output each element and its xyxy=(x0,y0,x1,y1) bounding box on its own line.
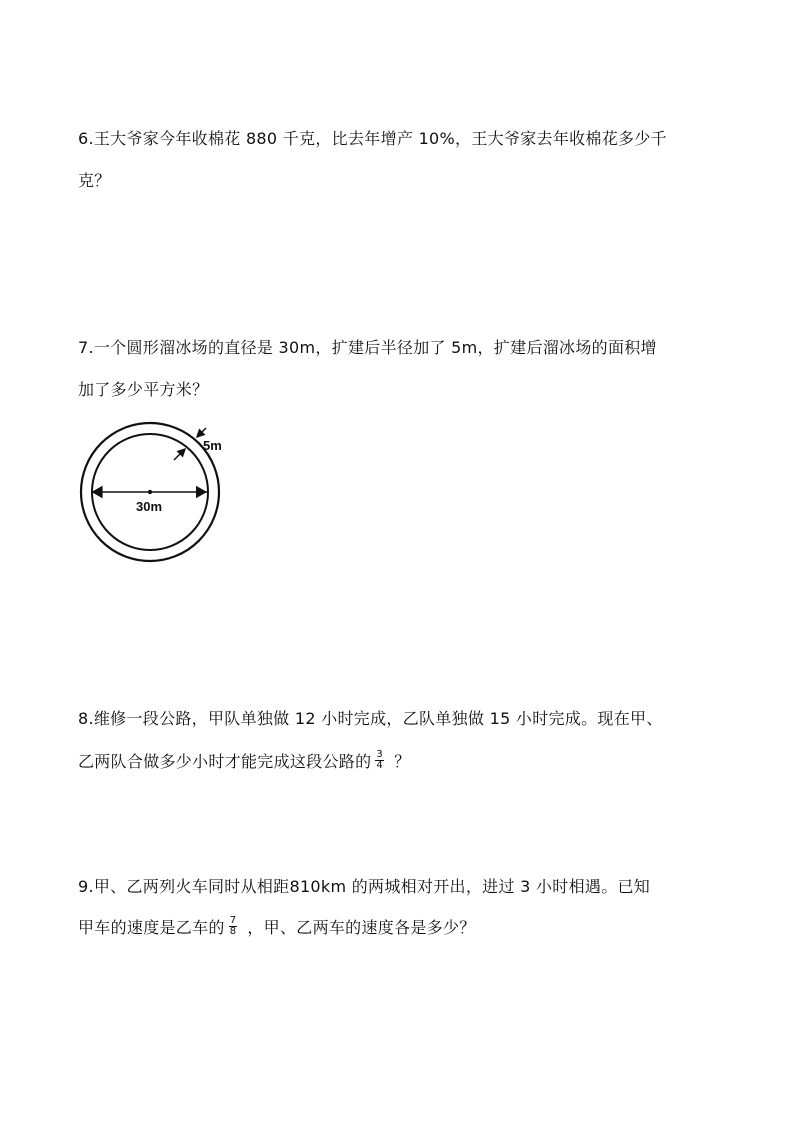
fraction-three-quarters xyxy=(375,750,384,771)
question-8-end: ？ xyxy=(394,752,411,771)
question-8-line-1: 8.维修一段公路，甲队单独做 12 小时完成，乙队单独做 15 小时完成。现在甲、 xyxy=(78,709,663,728)
circle-figure xyxy=(78,418,228,566)
width-arrow-inner xyxy=(174,449,185,460)
skating-rink-diagram xyxy=(78,418,228,566)
question-9-text: 甲车的速度是乙车的 xyxy=(78,918,225,937)
question-9-end: ，甲、乙两车的速度各是多少？ xyxy=(247,918,476,937)
question-6-line-2: 克？ xyxy=(78,171,111,190)
question-9-line-1: 9.甲、乙两列火车同时从相距810km 的两城相对开出，进过 3 小时相遇。已知 xyxy=(78,877,651,896)
question-7-line-2: 加了多少平方米？ xyxy=(78,380,209,399)
fraction-denominator: 8 xyxy=(229,926,237,937)
question-7-line-1: 7.一个圆形溜冰场的直径是 30m，扩建后半径加了 5m，扩建后溜冰场的面积增 xyxy=(78,338,657,357)
question-8-text: 乙两队合做多少小时才能完成这段公路的 xyxy=(78,752,372,771)
fraction-numerator: 3 xyxy=(376,749,384,760)
width-label: 5m xyxy=(203,438,222,453)
question-8-line-2 xyxy=(78,749,411,773)
width-arrow-outer xyxy=(197,428,206,437)
diameter-label: 30m xyxy=(136,499,163,514)
fraction-numerator: 7 xyxy=(229,915,237,926)
center-dot xyxy=(148,490,152,494)
fraction-denominator: 4 xyxy=(376,760,384,771)
question-6-line-1: 6.王大爷家今年收棉花 880 千克，比去年增产 10%，王大爷家去年收棉花多少千 xyxy=(78,129,667,148)
question-9-line-2 xyxy=(78,915,476,939)
fraction-seven-eighths xyxy=(229,916,238,937)
